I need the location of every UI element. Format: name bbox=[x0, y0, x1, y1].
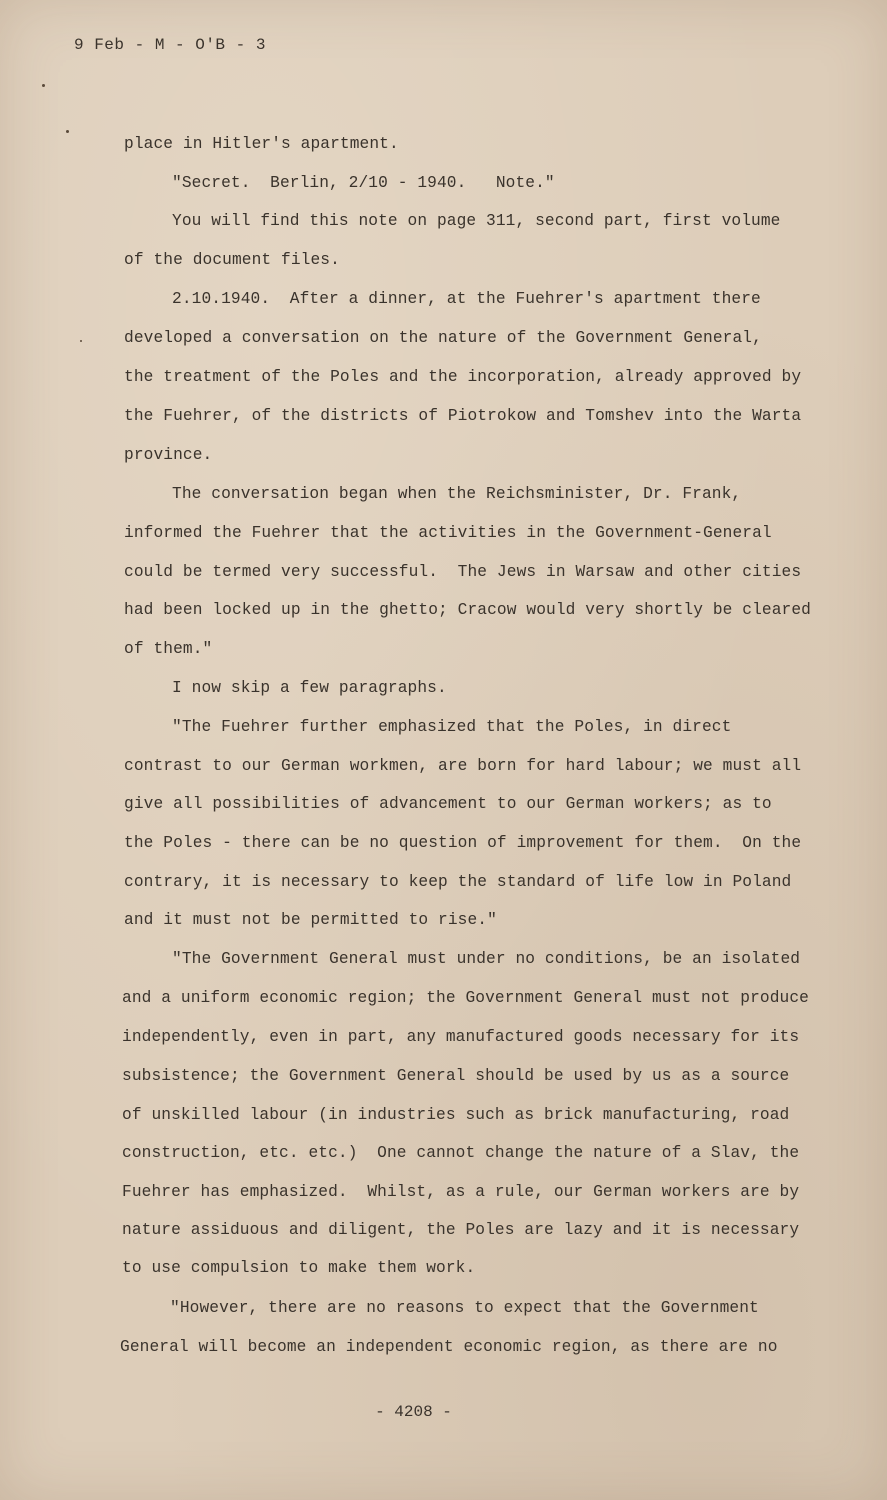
text-line: contrary, it is necessary to keep the standard of life low in Poland bbox=[124, 873, 792, 891]
text-line: and it must not be permitted to rise." bbox=[124, 911, 497, 929]
text-line: give all possibilities of advancement to our German workers; as to bbox=[124, 795, 772, 813]
text-line: the treatment of the Poles and the incorporation, already approved by bbox=[124, 368, 802, 386]
speck-mark bbox=[66, 130, 69, 133]
text-line: "The Fuehrer further emphasized that the Poles, in direct bbox=[172, 718, 732, 736]
text-line: of unskilled labour (in industries such as brick manufacturing, road bbox=[122, 1106, 790, 1124]
text-line: the Fuehrer, of the districts of Piotrokow and Tomshev into the Warta bbox=[124, 407, 802, 425]
text-line: General will become an independent economic region, as there are no bbox=[120, 1338, 778, 1356]
text-line: contrast to our German workmen, are born for hard labour; we must all bbox=[124, 757, 802, 775]
text-line: 2.10.1940. After a dinner, at the Fuehrer's apartment there bbox=[172, 290, 761, 308]
text-line: nature assiduous and diligent, the Poles are lazy and it is necessary bbox=[122, 1221, 800, 1239]
text-line: "However, there are no reasons to expect that the Government bbox=[170, 1299, 759, 1317]
text-line: could be termed very successful. The Jews in Warsaw and other cities bbox=[124, 563, 802, 581]
text-line: had been locked up in the ghetto; Cracow would very shortly be cleared bbox=[124, 601, 811, 619]
page-number-footer bbox=[0, 1403, 887, 1421]
text-line: to use compulsion to make them work. bbox=[122, 1259, 476, 1277]
text-line: subsistence; the Government General should be used by us as a source bbox=[122, 1067, 790, 1085]
text-line: place in Hitler's apartment. bbox=[124, 135, 399, 153]
text-line: Fuehrer has emphasized. Whilst, as a rule, our German workers are by bbox=[122, 1183, 800, 1201]
speck-mark bbox=[80, 340, 82, 342]
text-line: independently, even in part, any manufactured goods necessary for its bbox=[122, 1028, 800, 1046]
text-line: You will find this note on page 311, second part, first volume bbox=[172, 212, 781, 230]
page-number: - 4208 - bbox=[375, 1403, 452, 1421]
text-line: of them." bbox=[124, 640, 213, 658]
text-line: construction, etc. etc.) One cannot change the nature of a Slav, the bbox=[122, 1144, 800, 1162]
text-line: informed the Fuehrer that the activities in the Government-General bbox=[124, 524, 772, 542]
text-line: developed a conversation on the nature of the Government General, bbox=[124, 329, 762, 347]
text-line: "The Government General must under no conditions, be an isolated bbox=[172, 950, 801, 968]
text-line: the Poles - there can be no question of improvement for them. On the bbox=[124, 834, 802, 852]
text-line: province. bbox=[124, 446, 213, 464]
text-line: and a uniform economic region; the Government General must not produce bbox=[122, 989, 809, 1007]
text-line: I now skip a few paragraphs. bbox=[172, 679, 447, 697]
text-line: of the document files. bbox=[124, 251, 340, 269]
text-line: "Secret. Berlin, 2/10 - 1940. Note." bbox=[172, 174, 555, 192]
page-header-reference: 9 Feb - M - O'B - 3 bbox=[74, 36, 266, 54]
speck-mark bbox=[42, 84, 45, 87]
text-line: The conversation began when the Reichsminister, Dr. Frank, bbox=[172, 485, 742, 503]
